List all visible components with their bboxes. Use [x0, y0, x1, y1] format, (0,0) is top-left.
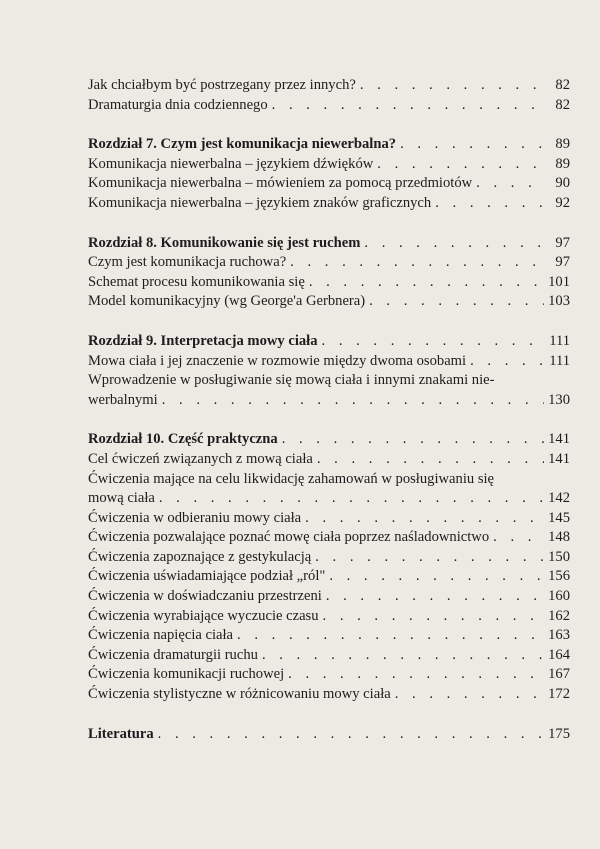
entry-title: Komunikacja niewerbalna – językiem znaków graficznych — [88, 194, 432, 211]
entry-title: Ćwiczenia dramaturgii ruchu — [88, 646, 258, 663]
entry-title: Ćwiczenia w odbieraniu mowy ciała — [88, 509, 302, 526]
dot-leader — [282, 430, 544, 450]
entry-page: 89 — [555, 155, 570, 172]
entry-page: 145 — [548, 509, 570, 526]
entry-page: 97 — [555, 254, 570, 271]
toc-entry — [88, 548, 570, 568]
chapter-page: 97 — [555, 234, 570, 251]
toc-entry — [88, 292, 570, 312]
entry-title: Ćwiczenia wyrabiające wyczucie czasu — [88, 607, 319, 624]
entry-page: 103 — [548, 293, 570, 310]
entry-title-line1: Wprowadzenie w posługiwanie się mową ciała i innymi znakami nie- — [88, 372, 495, 389]
entry-page: 148 — [548, 529, 570, 546]
entry-title: Schemat procesu komunikowania się — [88, 273, 305, 290]
toc-entry-multiline — [88, 470, 570, 509]
literature-heading — [88, 725, 570, 745]
entry-page: 82 — [555, 96, 570, 113]
entry-title: Komunikacja niewerbalna – mówieniem za pomocą przedmiotów — [88, 175, 473, 192]
entry-page: 90 — [555, 175, 570, 192]
entry-title-line2: werbalnymi — [88, 391, 158, 408]
entry-page: 141 — [548, 450, 570, 467]
entry-page: 92 — [555, 194, 570, 211]
toc-entry — [88, 174, 570, 194]
chapter-title: Rozdział 8. Komunikowanie się jest ruchem — [88, 234, 361, 251]
dot-leader — [290, 253, 544, 273]
entry-title: Cel ćwiczeń związanych z mową ciała — [88, 450, 313, 467]
toc-entry — [88, 273, 570, 293]
entry-title-line2: mową ciała — [88, 490, 155, 507]
chapter-title: Rozdział 10. Część praktyczna — [88, 431, 278, 448]
entry-title: Ćwiczenia w doświadczaniu przestrzeni — [88, 588, 322, 605]
entry-title: Ćwiczenia stylistyczne w różnicowaniu mowy ciała — [88, 686, 391, 703]
entry-title: Dramaturgia dnia codziennego — [88, 96, 268, 113]
dot-leader — [159, 489, 544, 509]
entry-title: Mowa ciała i jej znaczenie w rozmowie między dwoma osobami — [88, 352, 467, 369]
toc-entry — [88, 509, 570, 529]
toc-entry — [88, 587, 570, 607]
chapter-page: 141 — [548, 431, 570, 448]
dot-leader — [364, 234, 544, 254]
toc-entry-multiline — [88, 371, 570, 410]
entry-page: 111 — [549, 352, 570, 369]
chapter-heading — [88, 430, 570, 450]
dot-leader — [360, 76, 544, 96]
dot-leader — [158, 725, 544, 745]
toc-entry — [88, 450, 570, 470]
entry-page: 150 — [548, 548, 570, 565]
entry-title: Czym jest komunikacja ruchowa? — [88, 254, 287, 271]
entry-title: Ćwiczenia pozwalające poznać mowę ciała poprzez naśladownictwo — [88, 529, 490, 546]
toc-entry — [88, 76, 570, 96]
dot-leader — [305, 509, 544, 529]
toc-entry — [88, 685, 570, 705]
entry-page: 82 — [555, 77, 570, 93]
dot-leader — [369, 292, 544, 312]
dot-leader — [322, 332, 544, 352]
dot-leader — [317, 450, 544, 470]
dot-leader — [435, 194, 544, 214]
dot-leader — [400, 135, 544, 155]
chapter-page: 89 — [555, 136, 570, 153]
dot-leader — [309, 273, 544, 293]
entry-title-line1: Ćwiczenia mające na celu likwidację zahamowań w posługiwaniu się — [88, 470, 495, 487]
dot-leader — [476, 174, 544, 194]
entry-page: 142 — [548, 490, 570, 507]
toc-entry — [88, 646, 570, 666]
chapter-title: Rozdział 7. Czym jest komunikacja niewerbalna? — [88, 136, 397, 153]
literature-page: 175 — [548, 725, 570, 742]
dot-leader — [470, 352, 544, 372]
toc-entry — [88, 352, 570, 372]
dot-leader — [493, 528, 544, 548]
toc-entry — [88, 96, 570, 116]
entry-page: 167 — [548, 666, 570, 683]
dot-leader — [395, 685, 544, 705]
dot-leader — [162, 391, 544, 411]
dot-leader — [237, 626, 544, 646]
entry-page: 160 — [548, 588, 570, 605]
entry-page: 130 — [548, 391, 570, 408]
chapter-page: 111 — [549, 332, 570, 349]
chapter-heading — [88, 332, 570, 352]
toc-entry — [88, 528, 570, 548]
dot-leader — [315, 548, 544, 568]
toc-entry — [88, 253, 570, 273]
dot-leader — [329, 567, 544, 587]
dot-leader — [323, 607, 544, 627]
entry-page: 164 — [548, 646, 570, 663]
literature-title: Literatura — [88, 725, 154, 742]
dot-leader — [377, 155, 544, 175]
entry-page: 163 — [548, 627, 570, 644]
entry-page: 156 — [548, 568, 570, 585]
chapter-title: Rozdział 9. Interpretacja mowy ciała — [88, 332, 318, 349]
dot-leader — [326, 587, 544, 607]
dot-leader — [288, 665, 544, 685]
toc-entry — [88, 626, 570, 646]
toc-entry — [88, 567, 570, 587]
entry-title: Jak chciałbym być postrzegany przez innych? — [88, 77, 356, 93]
table-of-contents — [88, 76, 570, 744]
dot-leader — [262, 646, 544, 666]
entry-title: Ćwiczenia uświadamiające podział „ról" — [88, 568, 326, 585]
entry-title: Model komunikacyjny (wg George'a Gerbnera) — [88, 293, 366, 310]
chapter-heading — [88, 234, 570, 254]
toc-entry — [88, 155, 570, 175]
entry-page: 162 — [548, 607, 570, 624]
entry-title: Ćwiczenia zapoznające z gestykulacją — [88, 548, 312, 565]
toc-entry — [88, 607, 570, 627]
entry-title: Komunikacja niewerbalna – językiem dźwięków — [88, 155, 374, 172]
toc-entry — [88, 194, 570, 214]
entry-title: Ćwiczenia komunikacji ruchowej — [88, 666, 285, 683]
entry-page: 172 — [548, 686, 570, 703]
chapter-heading — [88, 135, 570, 155]
dot-leader — [272, 96, 544, 116]
entry-page: 101 — [548, 273, 570, 290]
toc-entry — [88, 665, 570, 685]
entry-title: Ćwiczenia napięcia ciała — [88, 627, 234, 644]
